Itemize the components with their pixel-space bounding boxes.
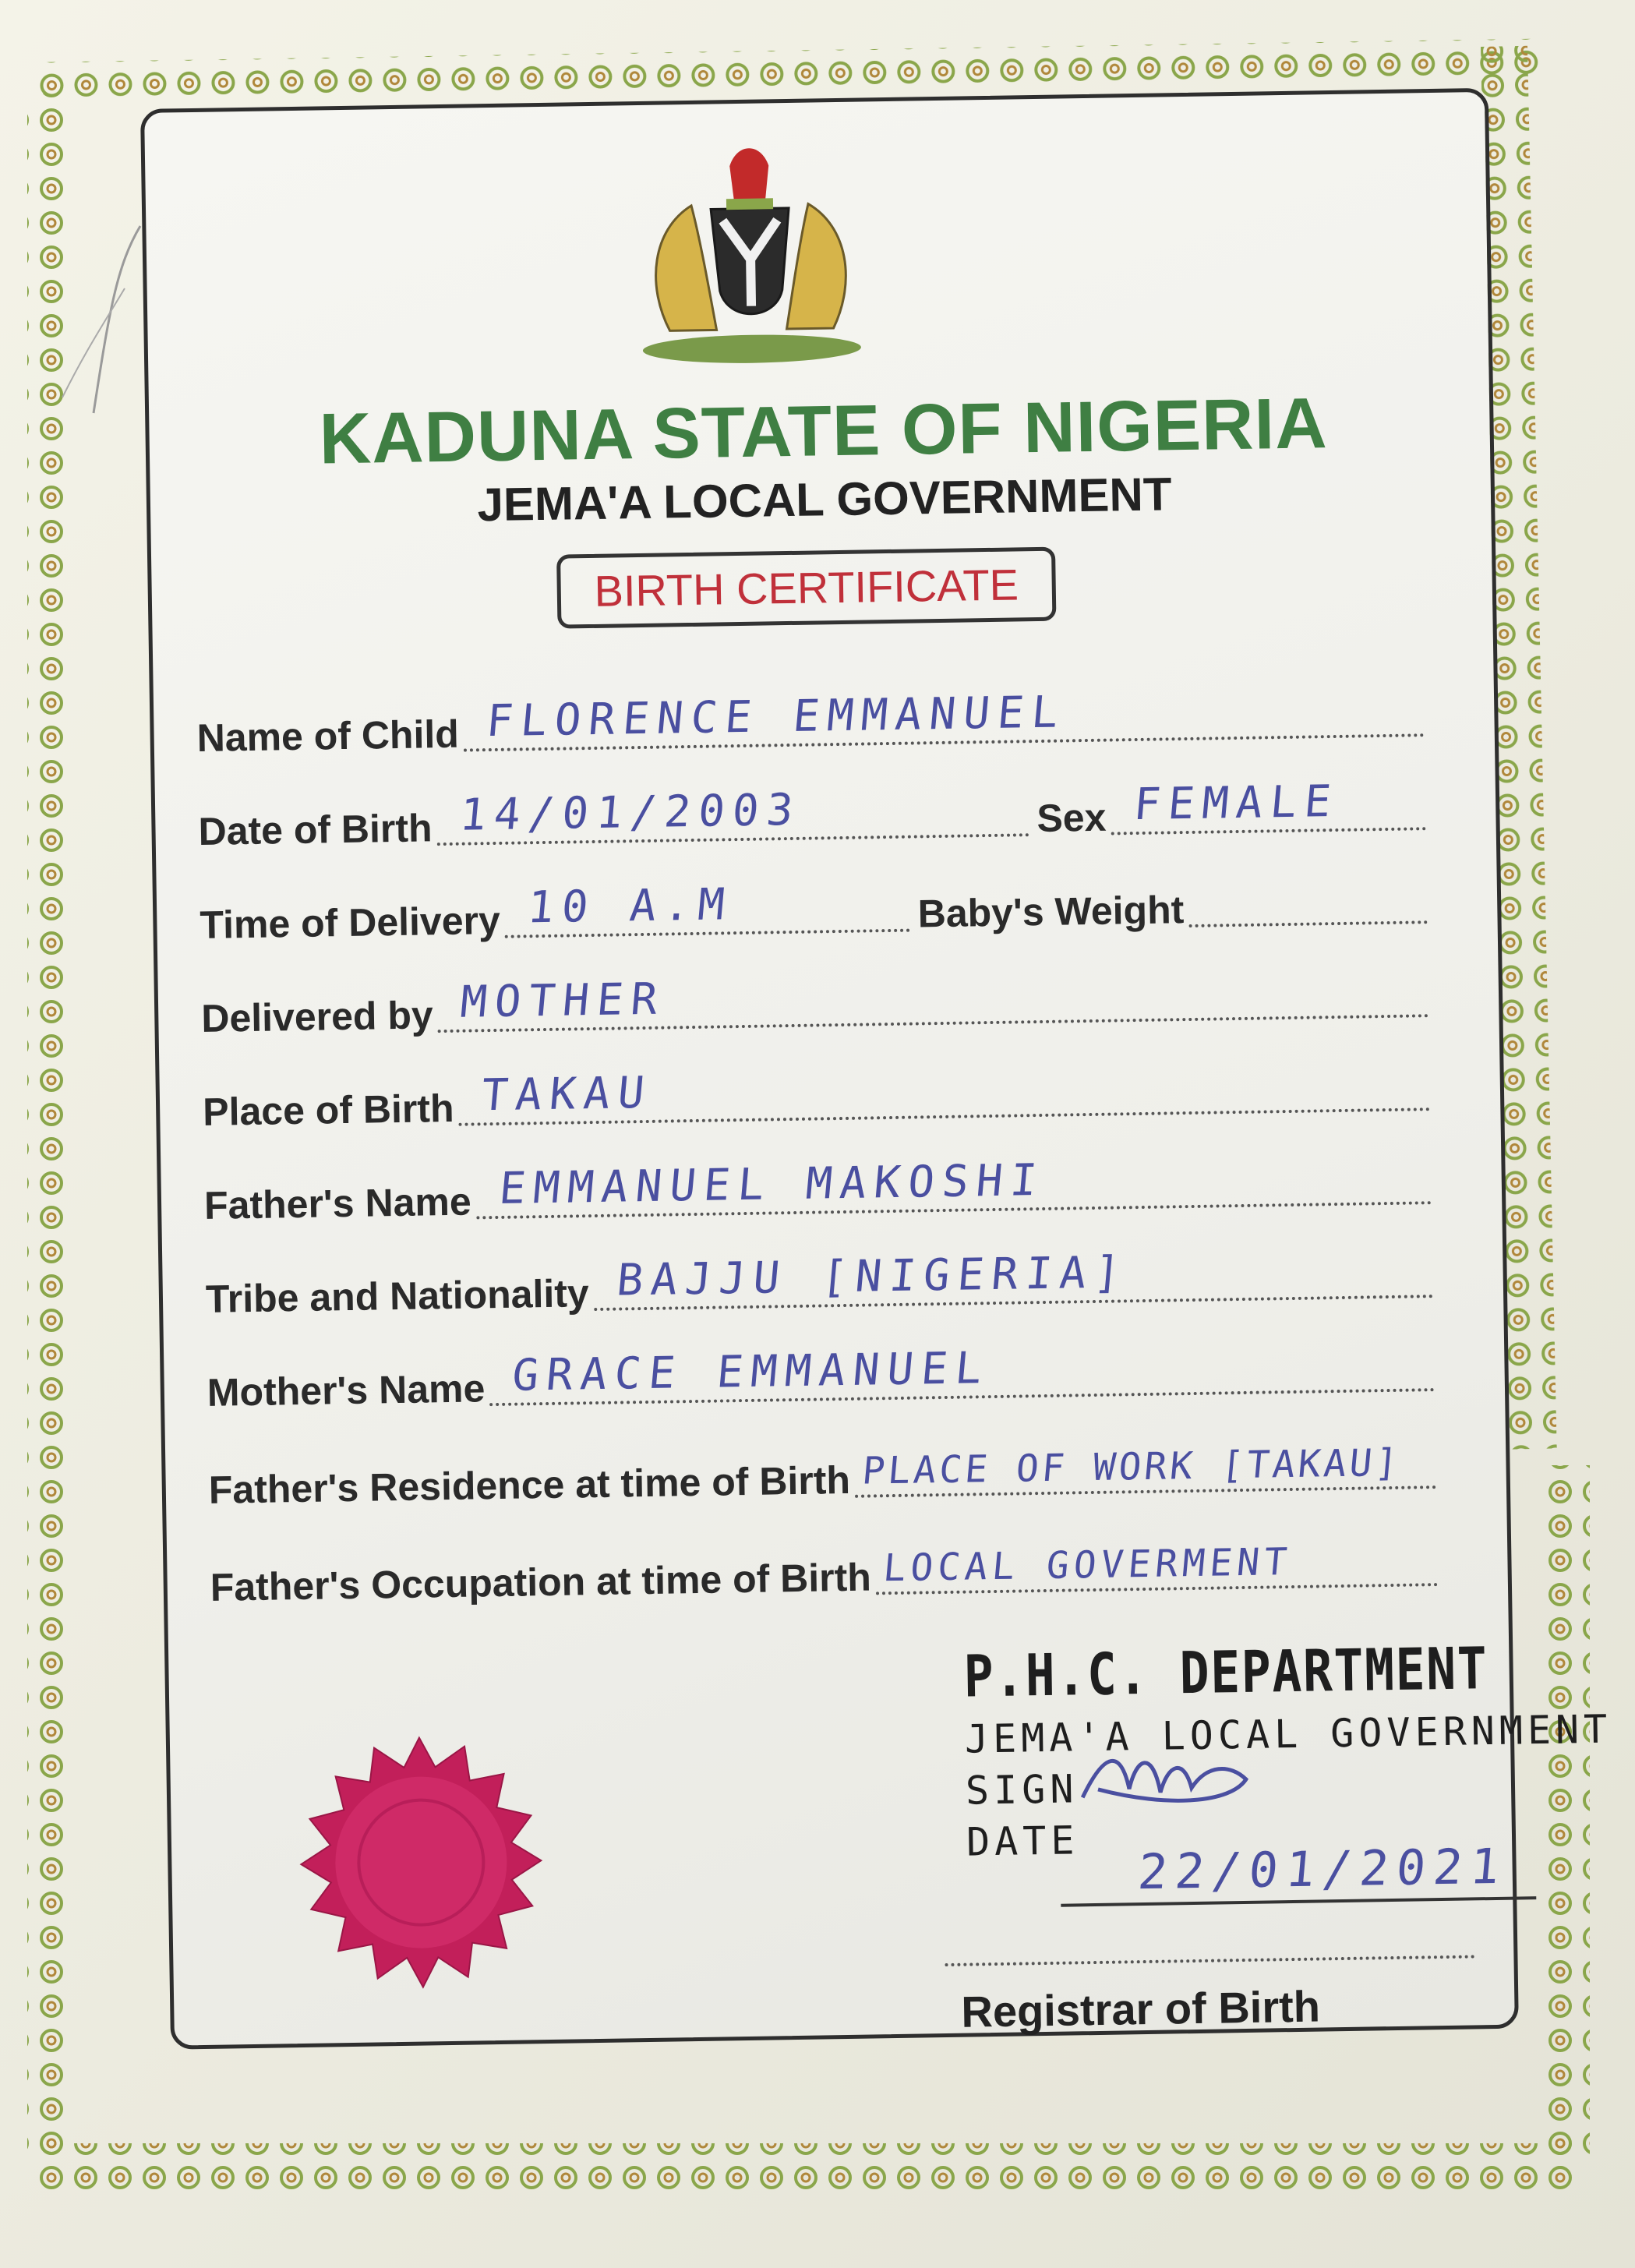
phc-stamp bbox=[963, 1634, 1614, 1865]
field-row-fathers-name bbox=[203, 1153, 1432, 1235]
field-value: TAKAU bbox=[479, 1067, 655, 1122]
field-label: Time of Delivery bbox=[200, 898, 501, 947]
stamp-government: JEMA'A LOCAL GOVERNMENT bbox=[964, 1706, 1612, 1762]
red-foil-seal-icon bbox=[287, 1728, 556, 1997]
field-row-place-of-birth bbox=[203, 1059, 1431, 1141]
state-title: KADUNA STATE OF NIGERIA bbox=[318, 383, 1329, 479]
field-value: FLORENCE EMMANUEL bbox=[484, 687, 1068, 747]
field-label: Date of Birth bbox=[198, 806, 433, 853]
field-line bbox=[1188, 866, 1427, 927]
field-value: EMMANUEL MAKOSHI bbox=[496, 1154, 1047, 1214]
field-line bbox=[875, 1528, 1438, 1595]
field-row-tribe-and-nationality bbox=[205, 1246, 1433, 1328]
field-line bbox=[854, 1431, 1436, 1498]
field-line bbox=[458, 1053, 1431, 1126]
field-label: Father's Occupation at time of Birth bbox=[210, 1555, 872, 1609]
field-label: Father's Name bbox=[203, 1179, 472, 1228]
field-label: Place of Birth bbox=[202, 1086, 454, 1134]
field-value: 14/01/2003 bbox=[457, 784, 803, 841]
field-line bbox=[504, 874, 910, 938]
certificate-card bbox=[140, 88, 1612, 2050]
field-label: Delivered by bbox=[200, 993, 434, 1040]
stamp-department: P.H.C. DEPARTMENT bbox=[963, 1635, 1489, 1711]
field-row-fathers-residence bbox=[208, 1437, 1436, 1519]
certificate-title: BIRTH CERTIFICATE bbox=[594, 560, 1019, 616]
registrar-signature-line bbox=[945, 1955, 1474, 1966]
field-row-time-of-delivery bbox=[200, 872, 1428, 954]
field-label: Tribe and Nationality bbox=[205, 1271, 590, 1321]
handwritten-signature bbox=[1074, 1733, 1255, 1821]
field-label: Mother's Name bbox=[207, 1366, 486, 1415]
field-value: MOTHER bbox=[458, 973, 668, 1028]
field-line bbox=[437, 959, 1429, 1033]
field-line bbox=[475, 1146, 1432, 1219]
field-value: GRACE EMMANUEL bbox=[510, 1343, 992, 1401]
field-value: PLACE OF WORK [TAKAU] bbox=[860, 1440, 1404, 1493]
field-row-fathers-occupation bbox=[210, 1535, 1438, 1616]
field-row-name-of-child bbox=[196, 685, 1425, 767]
field-label: Baby's Weight bbox=[917, 888, 1185, 936]
field-value: 10 A.M bbox=[525, 879, 735, 934]
stamp-date-label: DATE bbox=[966, 1818, 1079, 1865]
field-row-mothers-name bbox=[207, 1340, 1435, 1422]
certificate-title-box bbox=[556, 547, 1056, 629]
field-line bbox=[489, 1334, 1435, 1406]
field-row-date-of-birth bbox=[198, 775, 1426, 860]
date-underline bbox=[1061, 1896, 1536, 1907]
stamp-date-value: 22/01/2021 bbox=[1135, 1837, 1510, 1901]
field-value: LOCAL GOVERMENT bbox=[881, 1539, 1294, 1591]
field-value: BAJJU [NIGERIA] bbox=[614, 1247, 1130, 1306]
field-value: FEMALE bbox=[1132, 775, 1341, 831]
field-row-delivered-by bbox=[201, 966, 1429, 1047]
lga-title: JEMA'A LOCAL GOVERNMENT bbox=[477, 468, 1172, 532]
nigeria-coat-of-arms-icon bbox=[620, 132, 881, 370]
field-label: Name of Child bbox=[196, 712, 460, 760]
registrar-caption: Registrar of Birth bbox=[960, 1981, 1321, 2037]
field-line bbox=[436, 779, 1029, 846]
field-line bbox=[1111, 772, 1426, 835]
pencil-mark bbox=[47, 218, 156, 421]
field-line bbox=[463, 679, 1425, 751]
field-label: Father's Residence at time of Birth bbox=[208, 1457, 851, 1512]
field-line bbox=[593, 1240, 1433, 1311]
field-label: Sex bbox=[1036, 795, 1107, 841]
stamp-sign-label: SIGN bbox=[965, 1766, 1079, 1814]
